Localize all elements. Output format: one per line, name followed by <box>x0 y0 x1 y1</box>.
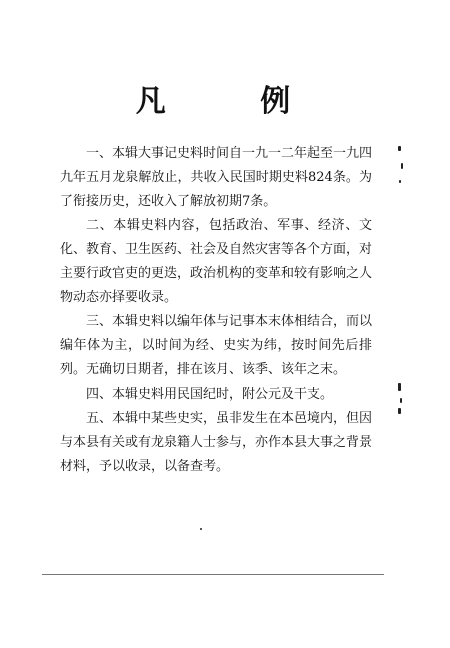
footer-rule <box>42 574 384 575</box>
scan-mark <box>400 398 402 403</box>
scan-mark <box>401 163 403 169</box>
paragraph-2: 二、本辑史料内容，包括政治、军事、经济、文化、教育、卫生医药、社会及自然灾害等各个方面，对主要行政官吏的更迭，政治机构的变革和较有影响之人物动态亦择要收录。 <box>60 218 373 305</box>
scan-mark <box>399 180 401 183</box>
scan-mark <box>398 383 401 391</box>
paragraph-1: 一、本辑大事记史料时间自一九一二年起至一九四九年五月龙泉解放止，共收入民国时期史料824条。为了衔接历史，还收入了解放初期7条。 <box>60 146 373 209</box>
paragraph-3: 三、本辑史料以编年体与记事本末体相结合，而以编年体为主，以时间为经、史实为纬，按时间先后排列。无确切日期者，排在该月、该季、该年之末。 <box>60 314 373 377</box>
scan-mark <box>398 408 401 414</box>
paragraph-5: 五、本辑中某些史实，虽非发生在本邑境内，但因与本县有关或有龙泉籍人士参与，亦作本县大事之背景材料，予以收录，以备查考。 <box>60 411 373 474</box>
scan-mark <box>200 528 202 530</box>
scan-mark <box>398 146 401 151</box>
paragraph-4: 四、本辑史料用民国纪时，附公元及干支。 <box>86 387 334 402</box>
page-title: 凡 例 <box>135 84 333 119</box>
